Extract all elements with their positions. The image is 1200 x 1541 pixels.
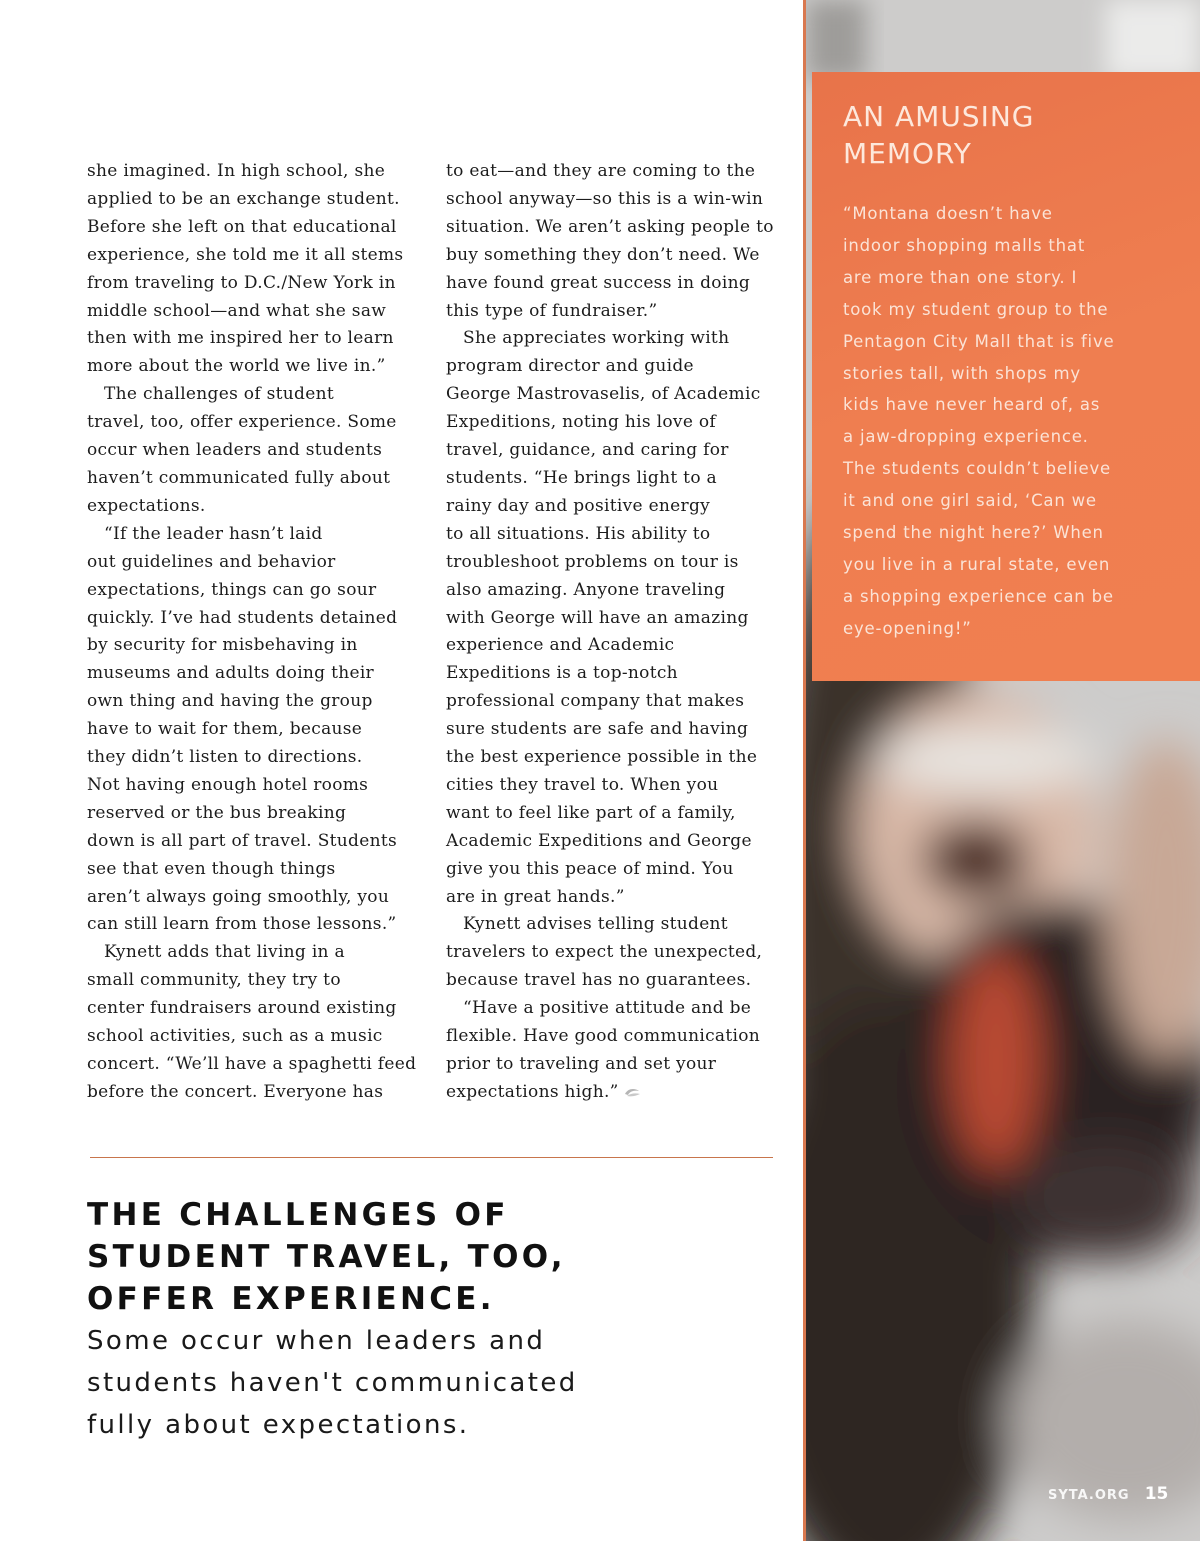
- paragraph: Kynett advises telling student travelers to expect the unexpected, because travel has no guarantees.: [446, 914, 763, 991]
- paragraph: The challenges of student travel, too, offer experience. Some occur when leaders and students haven’t communicated fully about expectations.: [87, 384, 397, 516]
- syta-swirl-icon: [623, 1086, 641, 1098]
- page-number: 15: [1144, 1484, 1169, 1504]
- site-url: SYTA.ORG: [1048, 1488, 1130, 1503]
- pullquote-subtext: Some occur when leaders and students haven't communicated fully about expectations.: [87, 1326, 578, 1440]
- pullquote-heading: THE CHALLENGES OF STUDENT TRAVEL, TOO, OFFER EXPERIENCE.: [87, 1197, 566, 1317]
- paragraph: Kynett adds that living in a small community, they try to center fundraisers around existing school activities, such as a music concert. “We’ll have a spaghetti feed before the concert. Everyone has: [87, 942, 417, 1102]
- paragraph: She appreciates working with program director and guide George Mastrovaselis, of Academic Expeditions, noting his love of travel, guidance, and caring for students. “He brings light to a rainy day and positive energy to all situations. His ability to troubleshoot problems on tour is also amazing. Anyone traveling with George will have an amazing experience and Academic Expeditions is a top-notch professional company that makes sure students are safe and having the best experience possible in the cities they travel to. When you want to feel like part of a family, Academic Expeditions and George give you this peace of mind. You are in great hands.”: [446, 328, 761, 907]
- article-column-2: [446, 158, 776, 1107]
- accent-vertical-rule: [803, 0, 806, 1541]
- paragraph: “Have a positive attitude and be flexible. Have good communication prior to traveling and set your expectations high.”: [446, 998, 761, 1102]
- article-column-1: [87, 158, 422, 1107]
- page-footer: [1048, 1484, 1168, 1504]
- callout-title: AN AMUSING MEMORY: [843, 100, 1035, 170]
- paragraph: she imagined. In high school, she applied to be an exchange student. Before she left on that educational experience, she told me it all stems from traveling to D.C./New York in middle school—and what she saw then with me inspired her to learn more about the world we live in.”: [87, 161, 404, 377]
- section-divider: [90, 1157, 773, 1158]
- paragraph: “If the leader hasn’t laid out guidelines and behavior expectations, things can go sour quickly. I’ve had students detained by security for misbehaving in museums and adults doing their own thing and having the group have to wait for them, because they didn’t listen to directions. Not having enough hotel rooms reserved or the bus breaking down is all part of travel. Students see that even though things aren’t always going smoothly, you can still learn from those lessons.”: [87, 523, 398, 935]
- callout-quote: “Montana doesn’t have indoor shopping malls that are more than one story. I took my student group to the Pentagon City Mall that is five stories tall, with shops my kids have never heard of, as a jaw-dropping experience. The students couldn’t believe it and one girl said, ‘Can we spend the night here?’ When you live in a rural state, even a shopping experience can be eye-opening!”: [843, 204, 1115, 638]
- sidebar-callout: [812, 72, 1200, 681]
- paragraph: to eat—and they are coming to the school anyway—so this is a win-win situation. We aren’t asking people to buy something they don’t need. We have found great success in doing this type of fundraiser.”: [446, 161, 774, 321]
